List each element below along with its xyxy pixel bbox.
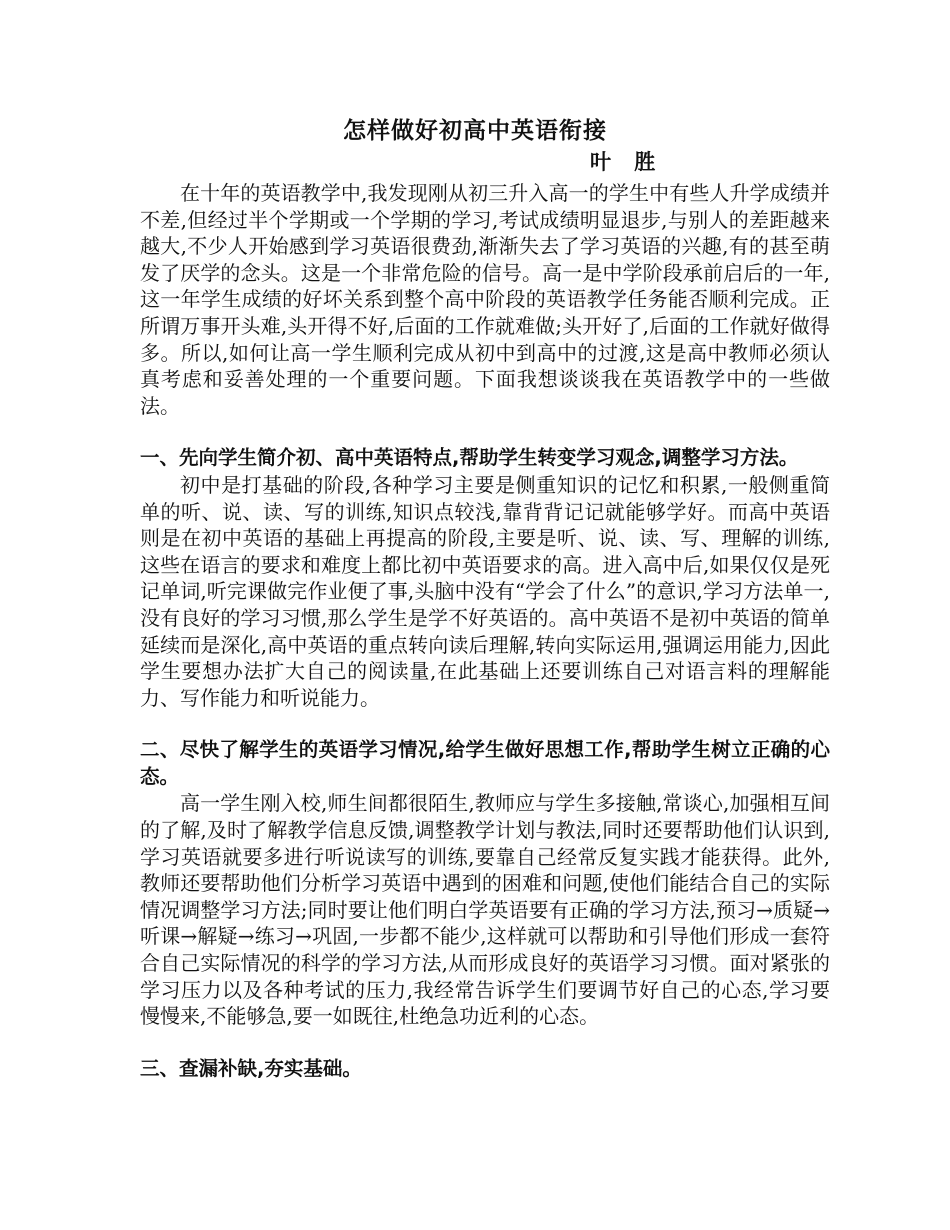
section-1 <box>140 445 830 711</box>
section-heading: 三、查漏补缺,夯实基础。 <box>140 1056 362 1080</box>
section-paragraph: 初中是打基础的阶段,各种学习主要是侧重知识的记忆和积累,一般侧重简单的听、说、读、写的训练,知识点较浅,靠背背记记就能够学好。而高中英语则是在初中英语的基础上再提高的阶段,主要是听、说、读、写、理解的训练,这些在语言的要求和难度上都比初中英语要求的高。进入高中后,如果仅仅是死记单词,听完课做完作业便了事,头脑中没有“学会了什么”的意识,学习方法单一,没有良好的学习习惯,那么学生是学不好英语的。高中英语不是初中英语的简单延续而是深化,高中英语的重点转向读后理解,转向实际运用,强调运用能力,因此学生要想办法扩大自己的阅读量,在此基础上还要训练自己对语言料的理解能力、写作能力和听说能力。 <box>140 472 830 710</box>
document-body <box>140 180 830 1082</box>
section-3 <box>140 1056 830 1083</box>
author-name: 叶 胜 <box>590 150 664 174</box>
section-2 <box>140 737 830 1030</box>
section-paragraph: 高一学生刚入校,师生间都很陌生,教师应与学生多接触,常谈心,加强相互间的了解,及时了解教学信息反馈,调整教学计划与教法,同时还要帮助他们认识到,学习英语就要多进行听说读写的训练,要靠自己经常反复实践才能获得。此外,教师还要帮助他们分析学习英语中遇到的困难和问题,使他们能结合自己的实际情况调整学习方法;同时要让他们明白学英语要有正确的学习方法,预习→质疑→听课→解疑→练习→巩固,一步都不能少,这样就可以帮助和引导他们形成一套符合自己实际情况的科学的学习方法,从而形成良好的英语学习习惯。面对紧张的学习压力以及各种考试的压力,我经常告诉学生们要调节好自己的心态,学习要慢慢来,不能够急,要一如既往,杜绝急功近利的心态。 <box>140 791 830 1029</box>
document-title: 怎样做好初高中英语衔接 <box>343 118 607 144</box>
section-heading: 一、先向学生简介初、高中英语特点,帮助学生转变学习观念,调整学习方法。 <box>140 446 799 470</box>
section-heading: 二、尽快了解学生的英语学习情况,给学生做好思想工作,帮助学生树立正确的心态。 <box>140 738 830 788</box>
intro-paragraph: 在十年的英语教学中,我发现刚从初三升入高一的学生中有些人升学成绩并不差,但经过半个学期或一个学期的学习,考试成绩明显退步,与别人的差距越来越大,不少人开始感到学习英语很费劲,渐渐失去了学习英语的兴趣,有的甚至萌发了厌学的念头。这是一个非常危险的信号。高一是中学阶段承前启后的一年,这一年学生成绩的好坏关系到整个高中阶段的英语教学任务能否顺利完成。正所谓万事开头难,头开得不好,后面的工作就难做;头开好了,后面的工作就好做得多。所以,如何让高一学生顺利完成从初中到高中的过渡,这是高中教师必须认真考虑和妥善处理的一个重要问题。下面我想谈谈我在英语教学中的一些做法。 <box>140 181 830 418</box>
